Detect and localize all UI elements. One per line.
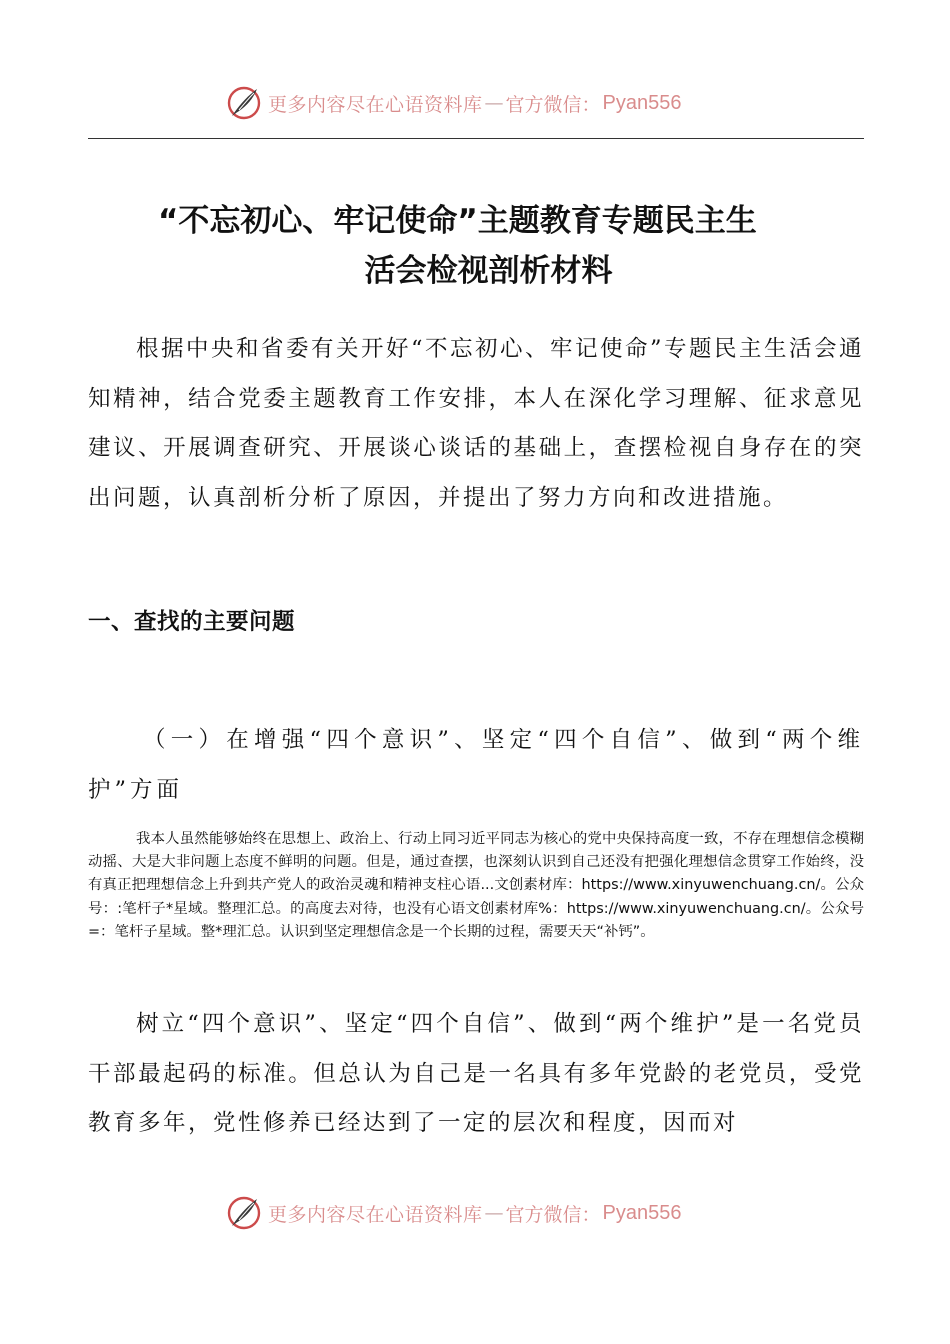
section-heading: 一、查找的主要问题 (88, 609, 296, 635)
quill-logo-icon (226, 1195, 262, 1231)
footer-wechat-id: Pyan556 (602, 1201, 682, 1224)
subsection-heading: （一）在增强“四个意识”、坚定“四个自信”、做到“两个维护”方面 (88, 727, 864, 803)
document-title (88, 196, 864, 296)
quill-logo-icon (226, 85, 262, 121)
footer-banner-text: 更多内容尽在心语资料库 (268, 1203, 483, 1226)
footer-wechat-label: 官方微信： (505, 1203, 601, 1226)
header-wechat-id: Pyan556 (602, 91, 682, 114)
header-wechat-label: 官方微信： (505, 93, 601, 116)
document-title-line2: 活会检视剖析材料 (364, 253, 613, 289)
small-print-paragraph: 我本人虽然能够始终在思想上、政治上、行动上同习近平同志为核心的党中央保持高度一致，不存在理想信念模糊动摇、大是大非问题上态度不鲜明的问题。但是，通过查摆，也深刻认识到自己还没有把强化理想信念贯穿工作始终，没有真正把理想信念上升到共产党人的政治灵魂和精神支柱心语...文创素材库：https://www.xinyuwenchuang.cn/。公众号：:笔杆子*星域。整理汇总。的高度去对待，也没有心语文创素材库%：https://www.xinyuwenchuang.cn/。公众号=：笔杆子星域。整*理汇总。认识到坚定理想信念是一个长期的过程，需要天天“补钙”。 (88, 831, 864, 940)
header-banner-separator: — (484, 92, 504, 114)
footer-banner-separator: — (484, 1202, 504, 1224)
header-divider (88, 138, 864, 139)
header-banner-text: 更多内容尽在心语资料库 (268, 93, 483, 116)
intro-paragraph: 根据中央和省委有关开好“不忘初心、牢记使命”专题民主生活会通知精神，结合党委主题教育工作安排，本人在深化学习理解、征求意见建议、开展调查研究、开展谈心谈话的基础上，查摆检视自身存在的突出问题，认真剖析分析了原因，并提出了努力方向和改进措施。 (88, 336, 865, 511)
footer-banner[interactable] (226, 1193, 726, 1233)
document-title-line1: “不忘初心、牢记使命”主题教育专题民主生 (158, 203, 757, 239)
body-paragraph: 树立“四个意识”、坚定“四个自信”、做到“两个维护”是一名党员干部最起码的标准。但总认为自己是一名具有多年党龄的老党员，受党教育多年，党性修养已经达到了一定的层次和程度，因而对 (88, 1011, 864, 1136)
header-banner[interactable] (226, 83, 726, 123)
